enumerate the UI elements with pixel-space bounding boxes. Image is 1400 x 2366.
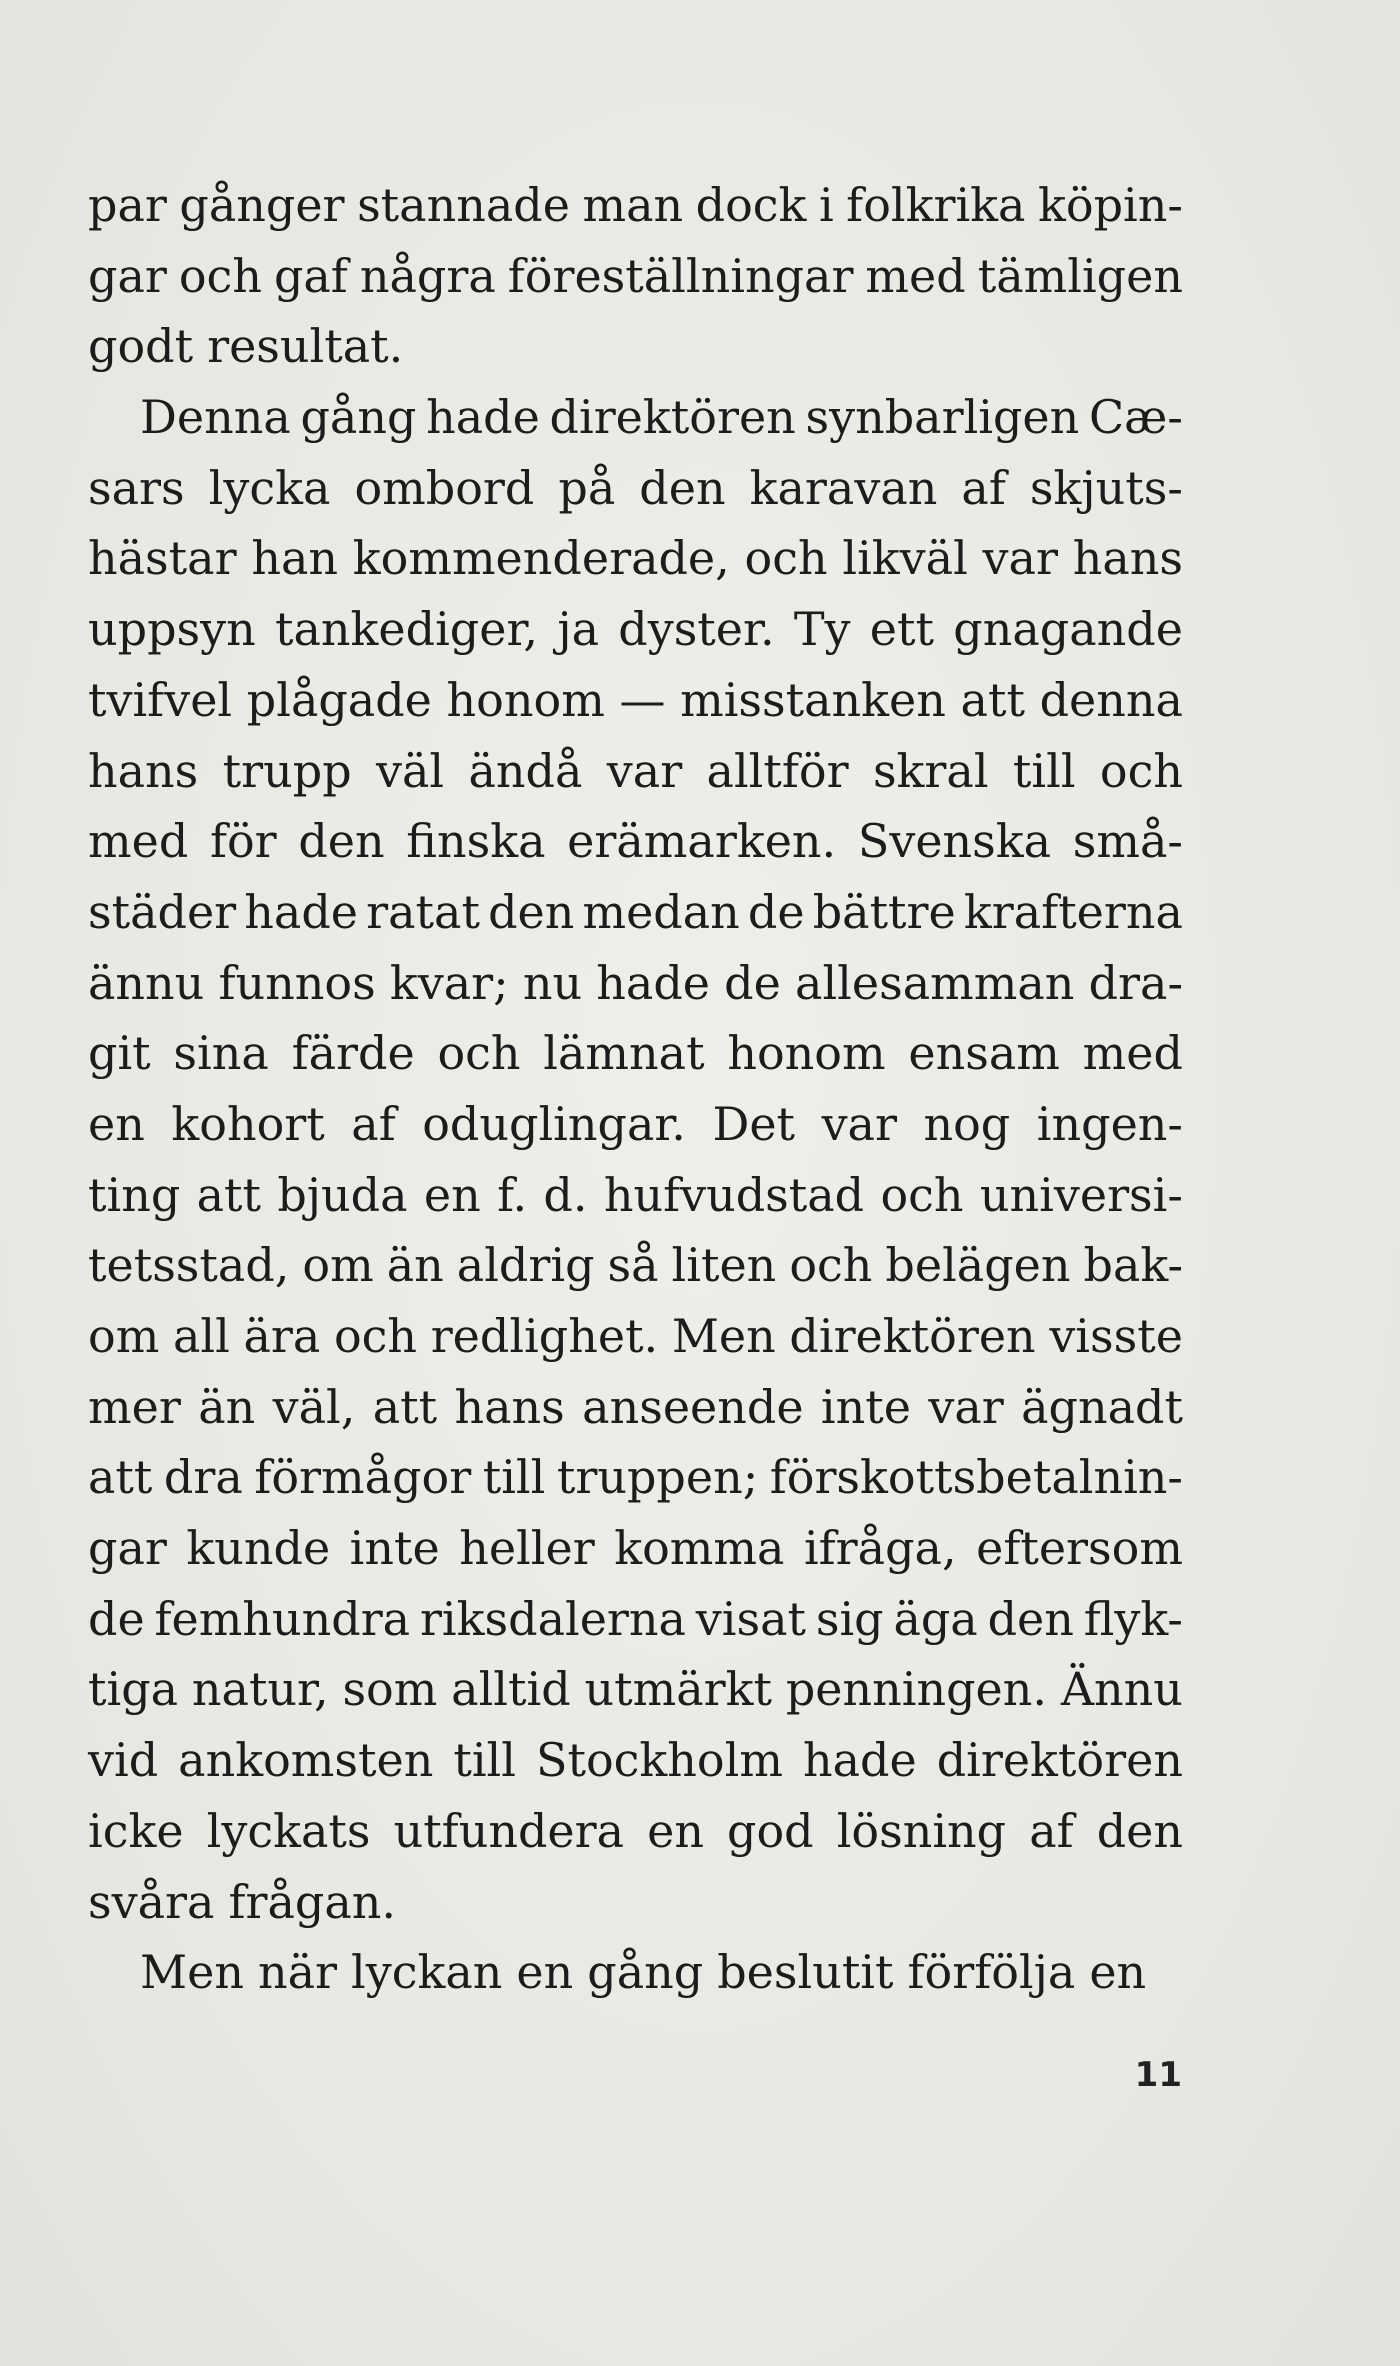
text-line: par gånger stannade man dock i folkrika köpin- bbox=[88, 178, 1183, 232]
text-line: icke lyckats utfundera en god lösning af den bbox=[88, 1803, 1183, 1858]
text-line: mer än väl, att hans anseende inte var ägnadt bbox=[88, 1379, 1183, 1434]
body-text bbox=[88, 170, 1183, 2008]
text-line: Men när lyckan en gång beslutit förfölja en bbox=[140, 1945, 1147, 2000]
text-line: hans trupp väl ändå var alltför skral till och bbox=[88, 743, 1183, 798]
text-line: tiga natur, som alltid utmärkt penningen. Ännu bbox=[88, 1662, 1183, 1717]
text-line: ännu funnos kvar; nu hade de allesamman dra- bbox=[88, 955, 1183, 1010]
text-line: att dra förmågor till truppen; förskottsbetalnin- bbox=[88, 1450, 1183, 1505]
text-line: git sina färde och lämnat honom ensam med bbox=[88, 1026, 1183, 1081]
text-line: om all ära och redlighet. Men direktören visste bbox=[88, 1309, 1183, 1363]
text-line: Denna gång hade direktören synbarligen Cæ- bbox=[140, 390, 1183, 445]
text-line: hästar han kommenderade, och likväl var hans bbox=[88, 531, 1183, 586]
text-line: godt resultat. bbox=[88, 319, 404, 374]
text-line: med för den finska erämarken. Svenska små- bbox=[88, 814, 1183, 869]
paragraph bbox=[88, 1937, 1183, 2008]
text-line: gar och gaf några föreställningar med tämligen bbox=[88, 248, 1183, 303]
text-line: vid ankomsten till Stockholm hade direktören bbox=[88, 1733, 1183, 1788]
text-line: svåra frågan. bbox=[88, 1874, 396, 1929]
page-number: 11 bbox=[1134, 2055, 1182, 2095]
text-line: de femhundra riksdalerna visat sig äga den flyk- bbox=[88, 1591, 1183, 1646]
text-line: tvifvel plågade honom — misstanken att denna bbox=[88, 672, 1183, 727]
text-line: tetsstad, om än aldrig så liten och belägen bak- bbox=[88, 1238, 1183, 1293]
text-line: städer hade ratat den medan de bättre krafterna bbox=[88, 884, 1183, 939]
paragraph bbox=[88, 382, 1183, 1937]
text-line: gar kunde inte heller komma ifråga, eftersom bbox=[88, 1521, 1183, 1576]
paragraph bbox=[88, 170, 1183, 382]
text-line: sars lycka ombord på den karavan af skjuts- bbox=[88, 460, 1183, 515]
text-line: en kohort af oduglingar. Det var nog ingen- bbox=[88, 1096, 1183, 1151]
text-line: ting att bjuda en f. d. hufvudstad och universi- bbox=[88, 1167, 1183, 1222]
text-line: uppsyn tankediger, ja dyster. Ty ett gnagande bbox=[88, 602, 1183, 657]
